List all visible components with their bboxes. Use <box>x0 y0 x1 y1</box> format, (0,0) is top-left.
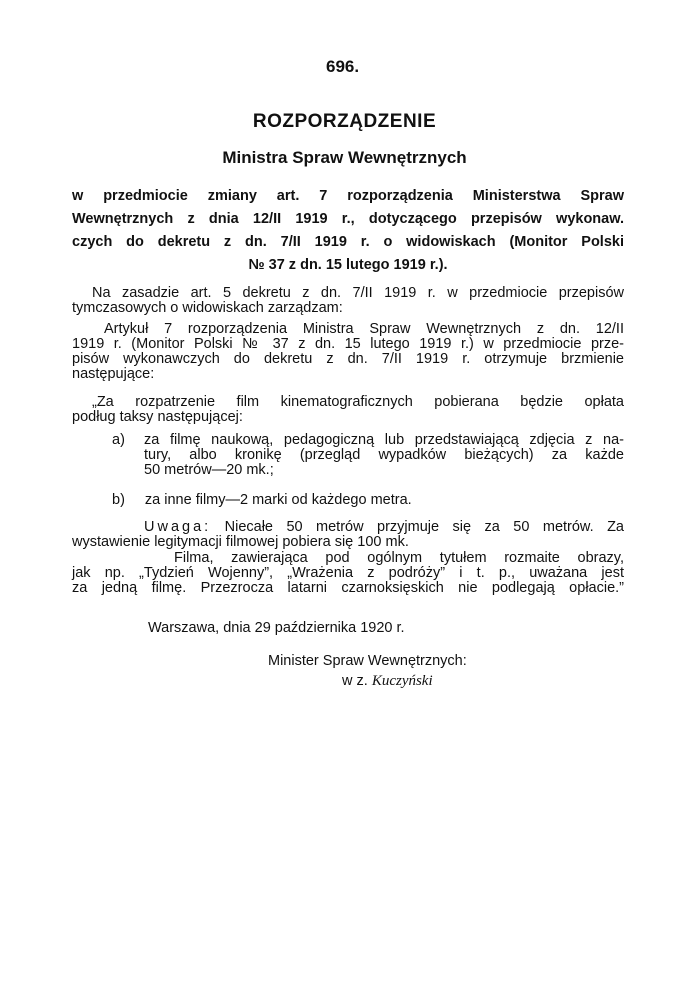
paragraph-line: „Za rozpatrzenie film kinematograficznych pobierana będzie opłata <box>92 394 624 410</box>
date-place-line: Warszawa, dnia 29 października 1920 r. <box>148 620 405 636</box>
note-line <box>72 520 624 535</box>
paragraph-legal-basis <box>72 286 624 316</box>
heading-line: Wewnętrznych z dnia 12/II 1919 r., dotyczącego przepisów wykonaw. <box>72 211 624 227</box>
paragraph-article-7 <box>72 322 624 382</box>
document-heading <box>72 185 624 277</box>
signature-name: Kuczyński <box>371 673 433 689</box>
document-title: ROZPORZĄDZENIE <box>252 111 437 132</box>
signature-title: Minister Spraw Wewnętrznych: <box>268 653 467 669</box>
heading-line: czych do dekretu z dn. 7/II 1919 r. o widowiskach (Monitor Polski <box>72 234 624 250</box>
paragraph-fee-intro <box>72 395 624 425</box>
note-label: Uwaga: <box>144 519 212 535</box>
paragraph-line: za jedną filmę. Przezrocza latarni czarnoksięskich nie podlegają opłacie.” <box>72 580 624 596</box>
heading-line: w przedmiocie zmiany art. 7 rozporządzenia Ministerstwa Spraw <box>72 188 624 204</box>
note-text: Niecałe 50 metrów przyjmuje się za 50 metrów. Za <box>224 519 624 535</box>
page-number: 696. <box>326 57 360 76</box>
document-subtitle: Ministra Spraw Wewnętrznych <box>222 148 467 167</box>
item-marker: a) <box>112 432 125 448</box>
item-line: tury, albo kronikę (przegląd wypadków bieżących) za każde <box>144 447 624 463</box>
item-line: za filmę naukową, pedagogiczną lub przedstawiającą zdjęcia z na- <box>144 432 624 448</box>
signature-line <box>342 673 433 690</box>
fee-item-b <box>112 492 412 508</box>
item-line: 50 metrów—20 mk.; <box>144 462 274 478</box>
paragraph-line: podług taksy następującej: <box>72 409 243 425</box>
paragraph-line: tymczasowych o widowiskach zarządzam: <box>72 300 343 316</box>
paragraph-line: 1919 r. (Monitor Polski № 37 z dn. 15 lutego 1919 r.) w przedmiocie prze- <box>72 336 624 352</box>
paragraph-line: jak np. „Tydzień Wojenny”, „Wrażenia z podróży” i t. p., uważana jest <box>72 565 624 581</box>
item-text: za inne filmy—2 marki od każdego metra. <box>144 492 412 508</box>
paragraph-line: Filma, zawierająca pod ogólnym tytułem rozmaite obrazy, <box>174 550 624 566</box>
paragraph-line: następujące: <box>72 366 155 382</box>
paragraph-line: Na zasadzie art. 5 dekretu z dn. 7/II 1919 r. w przedmiocie przepisów <box>92 285 624 301</box>
note-line: wystawienie legitymacji filmowej pobiera się 100 mk. <box>72 534 409 550</box>
paragraph-line: Artykuł 7 rozporządzenia Ministra Spraw Wewnętrznych z dn. 12/II <box>104 321 624 337</box>
heading-line: № 37 z dn. 15 lutego 1919 r.). <box>248 257 448 273</box>
signature-prefix: w z. <box>342 673 368 689</box>
paragraph-film-definition <box>72 551 624 596</box>
paragraph-line: pisów wykonawczych do dekretu z dn. 7/II 1919 r. otrzymuje brzmienie <box>72 351 624 367</box>
note-paragraph <box>72 520 624 550</box>
item-text <box>144 433 624 478</box>
item-marker: b) <box>112 492 125 508</box>
